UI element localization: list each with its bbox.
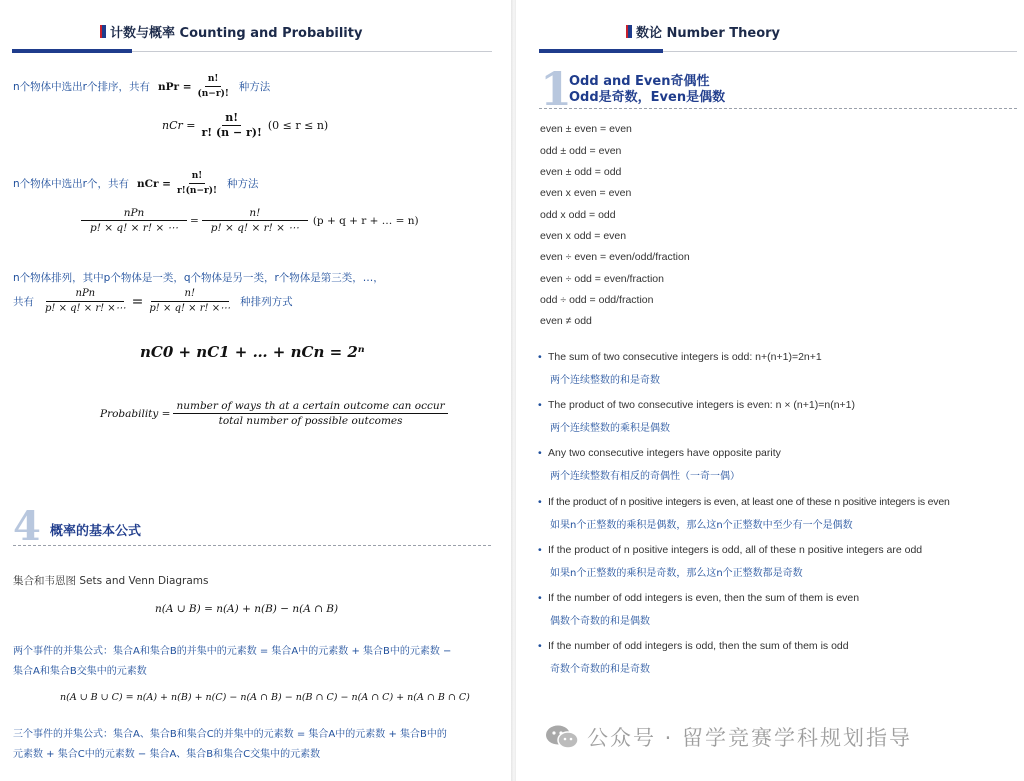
parity-rule: odd ÷ odd = odd/fraction [540, 294, 654, 306]
bullet-chinese: 两个连续整数有相反的奇偶性（一奇一偶） [550, 471, 740, 482]
group-fraction-1 [42, 288, 129, 315]
section-subtitle-odd-even: Odd是奇数，Even是偶数 [569, 90, 726, 105]
parity-rule: odd ± odd = even [540, 145, 622, 157]
union-two-desc-1: 两个事件的并集公式：集合A和集合B的并集中的元素数 = 集合A中的元素数 + 集合B中的元素数 − [13, 646, 452, 657]
bullet-english: • If the product of n positive integers is odd, all of these n positive integers are odd [540, 544, 1010, 556]
comb-symbol: nCr = [136, 177, 171, 190]
binomial-sum-formula: nC0 + nC1 + … + nCn = 2ⁿ [140, 343, 365, 361]
union-two-formula: n(A ∪ B) = n(A) + n(B) − n(A ∩ B) [155, 603, 339, 615]
group-num-2: n! [151, 288, 229, 302]
section-divider [13, 545, 491, 546]
union-three-formula: n(A ∪ B ∪ C) = n(A) + n(B) + n(C) − n(A ∩ B) − n(B ∩ C) − n(A ∩ C) + n(A ∩ B ∩ C) [60, 692, 470, 703]
comb2-fraction [174, 170, 220, 197]
group-den-2: p! × q! × r! ×⋯ [149, 303, 231, 314]
comb2-numerator: n! [189, 170, 206, 184]
group-line-2 [13, 288, 293, 315]
bullet-english: • If the product of n positive integers is even, at least one of these n positive integers is even [540, 496, 1010, 508]
group-den-1: p! × q! × r! ×⋯ [45, 303, 126, 314]
section-number-4: 4 [13, 503, 41, 550]
parity-rule: even ÷ even = even/odd/fraction [540, 251, 690, 263]
comb-condition: (0 ≤ r ≤ n) [267, 119, 329, 132]
section-number-1: 1 [540, 62, 573, 116]
comb2-denominator: r!(n−r)! [176, 186, 217, 196]
parity-rule: even ± odd = odd [540, 166, 622, 178]
group-equals: = [131, 293, 144, 310]
group-suffix: 种排列方式 [240, 296, 293, 308]
prob-numerator: number of ways th at a certain outcome can occur [173, 400, 447, 414]
multi-fraction-2 [202, 207, 308, 234]
group-prefix: 共有 [13, 296, 34, 308]
prob-fraction [173, 400, 447, 427]
comb-denominator: r! (n − r)! [201, 126, 262, 139]
multi-num-1: nPn [81, 207, 187, 221]
perm-symbol: nPr = [157, 80, 192, 93]
parity-rule: even ÷ odd = even/fraction [540, 273, 664, 285]
bullet-english: • Any two consecutive integers have opposite parity [540, 447, 1010, 459]
perm-fraction [195, 73, 232, 100]
section-title-probability: 概率的基本公式 [50, 524, 142, 539]
bullet-chinese: 奇数个奇数的和是奇数 [550, 664, 650, 675]
left-header [100, 22, 362, 41]
parity-rule: even x odd = even [540, 230, 627, 242]
watermark [545, 722, 912, 752]
comb-numerator: n! [222, 112, 241, 126]
list-item [540, 399, 1010, 434]
watermark-text: 公众号 · 留学竞赛学科规划指导 [587, 726, 913, 750]
group-fraction-2 [146, 288, 233, 315]
right-header [626, 22, 780, 41]
perm-text: n个物体中选出r个排序，共有 [13, 81, 150, 93]
bullet-english: • The sum of two consecutive integers is odd: n+(n+1)=2n+1 [540, 351, 1010, 363]
group-num-1: nPn [46, 288, 124, 302]
header-marker-icon [626, 25, 632, 38]
venn-label: 集合和韦恩图 Sets and Venn Diagrams [13, 575, 209, 587]
multi-num-2: n! [202, 207, 308, 221]
combination-line [13, 170, 258, 197]
bullet-chinese: 两个连续整数的和是奇数 [550, 375, 660, 386]
bullet-chinese: 两个连续整数的乘积是偶数 [550, 423, 670, 434]
probability-formula [100, 400, 451, 427]
parity-rule: even x even = even [540, 187, 632, 199]
list-item [540, 592, 1010, 627]
multi-fraction-1 [81, 207, 187, 234]
right-header-rule-thick [539, 49, 663, 53]
union-three-desc-2: 元素数 + 集合C中的元素数 − 集合A、集合B和集合C交集中的元素数 [13, 749, 321, 760]
perm-denominator: (n−r)! [197, 89, 229, 99]
left-header-rule [132, 51, 492, 52]
union-two-desc-2: 集合A和集合B交集中的元素数 [13, 666, 147, 677]
multi-den-1: p! × q! × r! × ⋯ [89, 222, 179, 234]
right-header-rule [663, 51, 1017, 52]
bullet-english: • If the number of odd integers is odd, then the sum of them is odd [540, 640, 1010, 652]
left-header-title: 计数与概率 Counting and Probability [110, 26, 363, 41]
left-header-rule-thick [12, 49, 132, 53]
multi-den-2: p! × q! × r! × ⋯ [210, 222, 299, 234]
list-item [540, 351, 1010, 386]
list-item [540, 496, 1010, 531]
group-line-1: n个物体排列，其中p个物体是一类，q个物体是另一类，r个物体是第三类，…， [13, 272, 384, 284]
bullet-english: • If the number of odd integers is even, then the sum of them is even [540, 592, 1010, 604]
bullet-chinese: 如果n个正整数的乘积是偶数，那么这n个正整数中至少有一个是偶数 [550, 520, 853, 531]
multi-condition: (p + q + r + … = n) [312, 214, 419, 227]
prob-denominator: total number of possible outcomes [218, 415, 403, 427]
comb-suffix: 种方法 [226, 178, 259, 190]
right-header-title: 数论 Number Theory [636, 26, 781, 41]
perm-suffix: 种方法 [238, 81, 271, 93]
bullet-english: • The product of two consecutive integers is even: n × (n+1)=n(n+1) [540, 399, 1010, 411]
permutation-line [13, 73, 270, 100]
comb-fraction [198, 112, 264, 139]
comb-text: n个物体中选出r个，共有 [13, 178, 129, 190]
list-item [540, 640, 1010, 675]
prob-lhs: Probability = [100, 407, 171, 420]
combination-formula [162, 112, 328, 139]
bullet-chinese: 偶数个奇数的和是偶数 [550, 616, 650, 627]
parity-rule: even ± even = even [540, 123, 632, 135]
comb-lhs: nCr = [162, 119, 196, 132]
perm-numerator: n! [205, 73, 222, 87]
header-marker-icon [100, 25, 106, 38]
list-item [540, 447, 1010, 482]
parity-rule: even ≠ odd [540, 315, 592, 327]
union-three-desc-1: 三个事件的并集公式：集合A、集合B和集合C的并集中的元素数 = 集合A中的元素数 + 集合B中的 [13, 729, 447, 740]
wechat-icon [545, 724, 579, 750]
multinomial-formula: $\frac{\text{nPn}}{p! \times q! \times r! \times \cdots}$ = $\frac{n!}{p! \times q! \times r! \times \cdots}$ (p + q + r + … = n) [78, 207, 419, 234]
section-divider [539, 108, 1017, 109]
section-title-odd-even: Odd and Even奇偶性 [569, 74, 710, 89]
list-item [540, 544, 1010, 579]
parity-rule: odd x odd = odd [540, 209, 616, 221]
bullet-chinese: 如果n个正整数的乘积是奇数，那么这n个正整数都是奇数 [550, 568, 803, 579]
